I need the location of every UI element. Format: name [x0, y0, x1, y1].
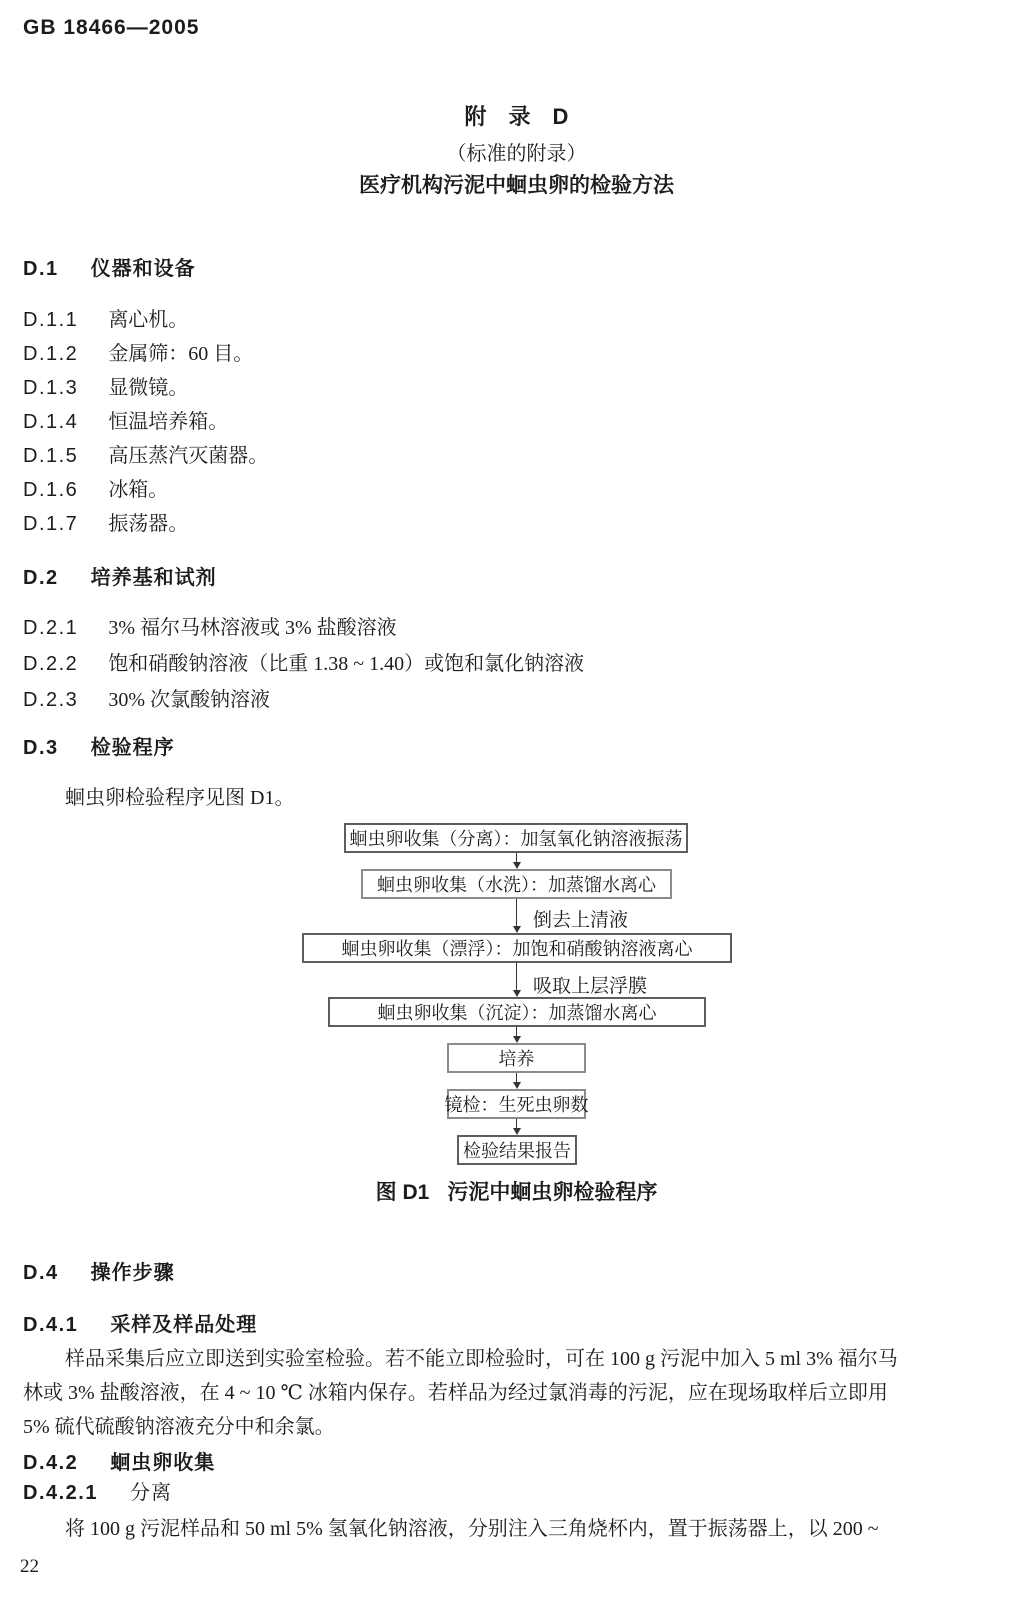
section-d4-title: 操作步骤 [90, 1262, 175, 1284]
appendix-subtitle: （标准的附录） [446, 143, 587, 165]
section-d41-number: D.4.1 [23, 1314, 79, 1336]
item-number: D.1.4 [23, 411, 79, 433]
item-text: 3% 福尔马林溶液或 3% 盐酸溶液 [108, 617, 397, 639]
section-d1-title: 仪器和设备 [90, 258, 196, 280]
section-d42-heading [23, 1446, 215, 1475]
item-text: 离心机。 [108, 309, 189, 331]
item-number: D.1.7 [23, 513, 79, 535]
appendix-title: 附 录 D [464, 104, 569, 129]
item-text: 金属筛：60 目。 [108, 343, 254, 365]
list-item [23, 610, 584, 646]
standard-number: GB 18466—2005 [23, 16, 200, 39]
figure-caption-number: 图 D1 [375, 1181, 430, 1204]
section-d41-paragraph [23, 1342, 1013, 1444]
section-d3-number: D.3 [23, 737, 59, 759]
paragraph-line: 林或 3% 盐酸溶液，在 4 ~ 10 ℃ 冰箱内保存。若样品为经过氯消毒的污泥，应在现场取样后立即用 [23, 1382, 888, 1404]
paragraph-line: 5% 硫代硫酸钠溶液充分中和余氯。 [23, 1416, 335, 1438]
list-item [23, 473, 268, 507]
item-number: D.1.6 [23, 479, 79, 501]
section-d3-intro: 蛔虫卵检验程序见图 D1。 [65, 787, 295, 809]
flow-box-culture: 培养 [447, 1043, 586, 1073]
arrow-down-icon [512, 853, 521, 869]
section-d2-items [23, 610, 584, 718]
item-text: 恒温培养箱。 [108, 411, 229, 433]
list-item [23, 405, 268, 439]
arrow-down-icon [512, 963, 521, 997]
arrow-down-icon [512, 899, 521, 933]
section-d421-title: 分离 [129, 1482, 172, 1504]
section-d421-paragraph: 将 100 g 污泥样品和 50 ml 5% 氢氧化钠溶液，分别注入三角烧杯内，置于振荡器上，以 200 ~ [65, 1518, 879, 1540]
section-d2-title: 培养基和试剂 [90, 567, 217, 589]
list-item [23, 682, 584, 718]
arrow-down-icon [512, 1119, 521, 1135]
flow-box-report: 检验结果报告 [457, 1135, 577, 1165]
item-number: D.2.2 [23, 653, 79, 675]
flow-box-flotation: 蛔虫卵收集（漂浮）：加饱和硝酸钠溶液离心 [302, 933, 732, 963]
flowchart-figure-d1 [0, 821, 1033, 1173]
arrow-down-icon [512, 1027, 521, 1043]
section-d3-heading [23, 731, 175, 760]
item-text: 30% 次氯酸钠溶液 [108, 689, 270, 711]
section-d2-number: D.2 [23, 567, 59, 589]
item-number: D.2.1 [23, 617, 79, 639]
section-d421-number: D.4.2.1 [23, 1482, 98, 1504]
item-number: D.1.3 [23, 377, 79, 399]
flow-box-wash: 蛔虫卵收集（水洗）：加蒸馏水离心 [361, 869, 672, 899]
item-text: 高压蒸汽灭菌器。 [108, 445, 269, 467]
item-number: D.1.2 [23, 343, 79, 365]
section-d4-number: D.4 [23, 1262, 59, 1284]
section-d42-number: D.4.2 [23, 1452, 79, 1474]
section-d4-heading [23, 1256, 175, 1285]
figure-caption [0, 1176, 1033, 1206]
flow-edge-label-decant: 倒去上清液 [533, 910, 629, 931]
appendix-heading: 医疗机构污泥中蛔虫卵的检验方法 [359, 174, 674, 197]
flow-box-microscopy: 镜检：生死虫卵数 [447, 1089, 586, 1119]
item-text: 冰箱。 [108, 479, 169, 501]
section-d42-title: 蛔虫卵收集 [110, 1452, 216, 1474]
page-number: 22 [20, 1556, 39, 1577]
list-item [23, 337, 268, 371]
item-number: D.1.5 [23, 445, 79, 467]
section-d2-heading [23, 561, 217, 590]
figure-caption-text: 污泥中蛔虫卵检验程序 [447, 1181, 658, 1204]
item-text: 显微镜。 [108, 377, 189, 399]
section-d421-heading [23, 1476, 172, 1505]
section-d1-number: D.1 [23, 258, 59, 280]
list-item [23, 371, 268, 405]
list-item [23, 646, 584, 682]
flow-edge-label-skim: 吸取上层浮膜 [533, 976, 648, 997]
section-d41-heading [23, 1308, 257, 1337]
section-d1-items [23, 303, 268, 541]
item-text: 振荡器。 [108, 513, 189, 535]
section-d3-title: 检验程序 [90, 737, 175, 759]
flow-box-sediment: 蛔虫卵收集（沉淀）：加蒸馏水离心 [328, 997, 706, 1027]
arrow-down-icon [512, 1073, 521, 1089]
paragraph-line: 样品采集后应立即送到实验室检验。若不能立即检验时，可在 100 g 污泥中加入 5 ml 3% 福尔马 [65, 1348, 898, 1370]
item-number: D.1.1 [23, 309, 79, 331]
list-item [23, 439, 268, 473]
item-text: 饱和硝酸钠溶液（比重 1.38 ~ 1.40）或饱和氯化钠溶液 [108, 653, 585, 675]
list-item [23, 507, 268, 541]
item-number: D.2.3 [23, 689, 79, 711]
list-item [23, 303, 268, 337]
flow-box-separation: 蛔虫卵收集（分离）：加氢氧化钠溶液振荡 [344, 823, 688, 853]
section-d1-heading [23, 252, 196, 281]
section-d41-title: 采样及样品处理 [110, 1314, 258, 1336]
